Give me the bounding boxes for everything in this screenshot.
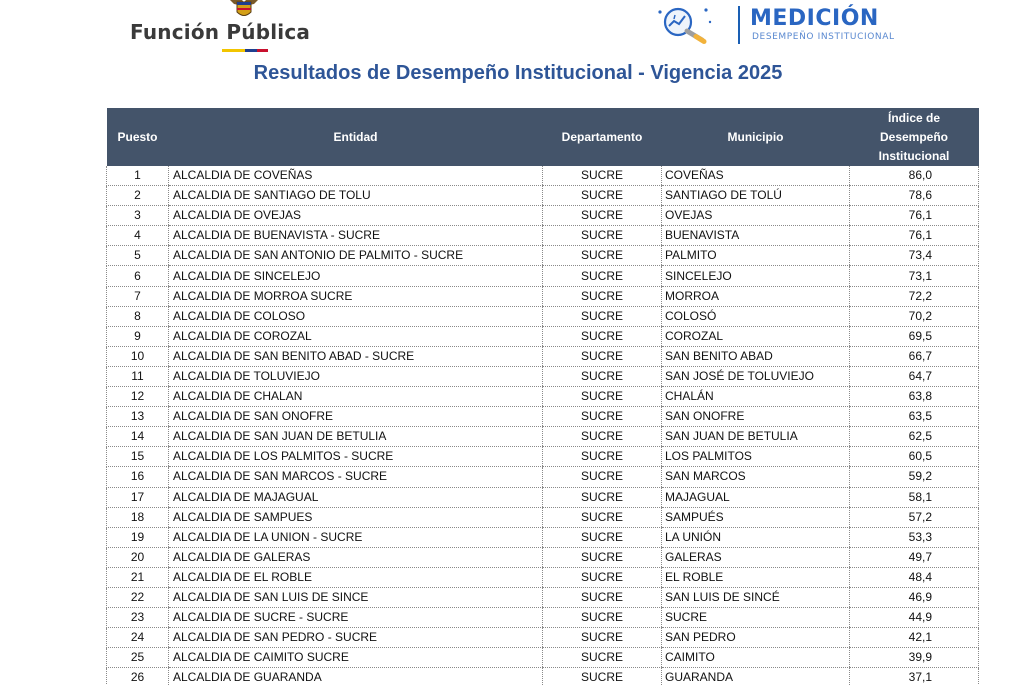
cell-entity: ALCALDIA DE CAIMITO SUCRE xyxy=(169,648,543,668)
cell-municipality: SAN JUAN DE BETULIA xyxy=(662,427,850,447)
cell-municipality: PALMITO xyxy=(662,246,850,266)
cell-department: SUCRE xyxy=(543,226,662,246)
cell-entity: ALCALDIA DE GALERAS xyxy=(169,547,543,567)
cell-department: SUCRE xyxy=(543,326,662,346)
cell-municipality: LA UNIÓN xyxy=(662,527,850,547)
cell-municipality: BUENAVISTA xyxy=(662,226,850,246)
table-row xyxy=(107,427,979,447)
magnifier-chart-icon xyxy=(654,2,718,46)
cell-department: SUCRE xyxy=(543,668,662,685)
cell-entity: ALCALDIA DE COLOSO xyxy=(169,306,543,326)
cell-municipality: SAN PEDRO xyxy=(662,628,850,648)
cell-entity: ALCALDIA DE SUCRE - SUCRE xyxy=(169,608,543,628)
cell-rank: 23 xyxy=(107,608,169,628)
cell-department: SUCRE xyxy=(543,246,662,266)
cell-entity: ALCALDIA DE SAN JUAN DE BETULIA xyxy=(169,427,543,447)
cell-department: SUCRE xyxy=(543,286,662,306)
cell-index: 48,4 xyxy=(850,567,979,587)
column-header-municipality: Municipio xyxy=(662,108,850,166)
cell-rank: 15 xyxy=(107,447,169,467)
cell-entity: ALCALDIA DE SAN ONOFRE xyxy=(169,407,543,427)
table-row xyxy=(107,326,979,346)
cell-department: SUCRE xyxy=(543,387,662,407)
table-row xyxy=(107,608,979,628)
table-row xyxy=(107,487,979,507)
cell-index: 53,3 xyxy=(850,527,979,547)
cell-department: SUCRE xyxy=(543,206,662,226)
table-row xyxy=(107,648,979,668)
cell-department: SUCRE xyxy=(543,427,662,447)
cell-rank: 13 xyxy=(107,407,169,427)
cell-department: SUCRE xyxy=(543,507,662,527)
table-row xyxy=(107,547,979,567)
cell-rank: 1 xyxy=(107,166,169,186)
cell-index: 73,1 xyxy=(850,266,979,286)
cell-index: 42,1 xyxy=(850,628,979,648)
cell-rank: 2 xyxy=(107,186,169,206)
table-row xyxy=(107,186,979,206)
cell-municipality: SAN JOSÉ DE TOLUVIEJO xyxy=(662,366,850,386)
results-table xyxy=(106,108,979,685)
cell-municipality: OVEJAS xyxy=(662,206,850,226)
cell-entity: ALCALDIA DE SAN ANTONIO DE PALMITO - SUCRE xyxy=(169,246,543,266)
cell-index: 46,9 xyxy=(850,587,979,607)
cell-municipality: SAN ONOFRE xyxy=(662,407,850,427)
cell-entity: ALCALDIA DE SAMPUES xyxy=(169,507,543,527)
cell-entity: ALCALDIA DE TOLUVIEJO xyxy=(169,366,543,386)
table-row xyxy=(107,668,979,685)
cell-rank: 16 xyxy=(107,467,169,487)
cell-index: 64,7 xyxy=(850,366,979,386)
table-header xyxy=(107,108,979,166)
table-row xyxy=(107,628,979,648)
cell-municipality: COLOSÓ xyxy=(662,306,850,326)
cell-entity: ALCALDIA DE SAN MARCOS - SUCRE xyxy=(169,467,543,487)
table-body xyxy=(107,166,979,685)
cell-index: 76,1 xyxy=(850,226,979,246)
table-row xyxy=(107,266,979,286)
cell-department: SUCRE xyxy=(543,346,662,366)
cell-entity: ALCALDIA DE MAJAGUAL xyxy=(169,487,543,507)
cell-rank: 18 xyxy=(107,507,169,527)
column-header-entity: Entidad xyxy=(169,108,543,166)
column-header-index-line2: Desempeño xyxy=(879,129,949,144)
cell-rank: 7 xyxy=(107,286,169,306)
cell-index: 73,4 xyxy=(850,246,979,266)
cell-rank: 3 xyxy=(107,206,169,226)
medicion-subtitle: DESEMPEÑO INSTITUCIONAL xyxy=(752,32,895,42)
cell-department: SUCRE xyxy=(543,447,662,467)
cell-rank: 10 xyxy=(107,346,169,366)
cell-municipality: MAJAGUAL xyxy=(662,487,850,507)
medicion-wordmark: MEDICIÓN xyxy=(750,6,879,31)
cell-department: SUCRE xyxy=(543,366,662,386)
cell-municipality: COVEÑAS xyxy=(662,166,850,186)
cell-index: 37,1 xyxy=(850,668,979,685)
cell-entity: ALCALDIA DE SAN PEDRO - SUCRE xyxy=(169,628,543,648)
table-row xyxy=(107,527,979,547)
table-row xyxy=(107,286,979,306)
medicion-logo xyxy=(654,2,954,46)
cell-municipality: SAMPUÉS xyxy=(662,507,850,527)
cell-entity: ALCALDIA DE COROZAL xyxy=(169,326,543,346)
cell-index: 66,7 xyxy=(850,346,979,366)
cell-rank: 8 xyxy=(107,306,169,326)
cell-index: 49,7 xyxy=(850,547,979,567)
cell-entity: ALCALDIA DE SAN LUIS DE SINCE xyxy=(169,587,543,607)
cell-entity: ALCALDIA DE SANTIAGO DE TOLU xyxy=(169,186,543,206)
cell-department: SUCRE xyxy=(543,166,662,186)
cell-entity: ALCALDIA DE LOS PALMITOS - SUCRE xyxy=(169,447,543,467)
cell-rank: 17 xyxy=(107,487,169,507)
cell-rank: 6 xyxy=(107,266,169,286)
funcion-publica-logo xyxy=(128,0,368,52)
cell-index: 63,5 xyxy=(850,407,979,427)
cell-rank: 20 xyxy=(107,547,169,567)
cell-department: SUCRE xyxy=(543,587,662,607)
cell-municipality: SUCRE xyxy=(662,608,850,628)
cell-municipality: SAN LUIS DE SINCÉ xyxy=(662,587,850,607)
cell-index: 78,6 xyxy=(850,186,979,206)
cell-rank: 12 xyxy=(107,387,169,407)
table-row xyxy=(107,447,979,467)
cell-index: 58,1 xyxy=(850,487,979,507)
table-row xyxy=(107,166,979,186)
column-header-index-line3: Institucional xyxy=(878,148,950,163)
cell-index: 72,2 xyxy=(850,286,979,306)
table-row xyxy=(107,206,979,226)
cell-entity: ALCALDIA DE EL ROBLE xyxy=(169,567,543,587)
table-row xyxy=(107,407,979,427)
cell-rank: 25 xyxy=(107,648,169,668)
cell-municipality: SAN MARCOS xyxy=(662,467,850,487)
cell-municipality: CAIMITO xyxy=(662,648,850,668)
cell-department: SUCRE xyxy=(543,467,662,487)
colombia-coat-of-arms-icon xyxy=(224,0,264,18)
funcion-publica-wordmark: Función Pública xyxy=(130,20,311,44)
column-header-rank: Puesto xyxy=(107,108,169,166)
cell-index: 57,2 xyxy=(850,507,979,527)
cell-rank: 22 xyxy=(107,587,169,607)
cell-rank: 14 xyxy=(107,427,169,447)
cell-municipality: SINCELEJO xyxy=(662,266,850,286)
cell-index: 86,0 xyxy=(850,166,979,186)
cell-municipality: EL ROBLE xyxy=(662,567,850,587)
cell-index: 44,9 xyxy=(850,608,979,628)
cell-entity: ALCALDIA DE CHALAN xyxy=(169,387,543,407)
cell-index: 39,9 xyxy=(850,648,979,668)
cell-department: SUCRE xyxy=(543,628,662,648)
cell-rank: 24 xyxy=(107,628,169,648)
cell-department: SUCRE xyxy=(543,407,662,427)
cell-index: 69,5 xyxy=(850,326,979,346)
cell-municipality: SANTIAGO DE TOLÚ xyxy=(662,186,850,206)
cell-rank: 5 xyxy=(107,246,169,266)
cell-department: SUCRE xyxy=(543,487,662,507)
cell-index: 76,1 xyxy=(850,206,979,226)
table-row xyxy=(107,467,979,487)
table-row xyxy=(107,366,979,386)
cell-entity: ALCALDIA DE OVEJAS xyxy=(169,206,543,226)
table-row xyxy=(107,587,979,607)
cell-index: 59,2 xyxy=(850,467,979,487)
cell-rank: 4 xyxy=(107,226,169,246)
cell-rank: 11 xyxy=(107,366,169,386)
cell-entity: ALCALDIA DE COVEÑAS xyxy=(169,166,543,186)
table-row xyxy=(107,387,979,407)
cell-index: 60,5 xyxy=(850,447,979,467)
cell-department: SUCRE xyxy=(543,608,662,628)
cell-department: SUCRE xyxy=(543,266,662,286)
cell-department: SUCRE xyxy=(543,527,662,547)
cell-entity: ALCALDIA DE MORROA SUCRE xyxy=(169,286,543,306)
cell-department: SUCRE xyxy=(543,648,662,668)
cell-municipality: GALERAS xyxy=(662,547,850,567)
cell-department: SUCRE xyxy=(543,186,662,206)
table-row xyxy=(107,507,979,527)
cell-rank: 26 xyxy=(107,668,169,685)
table-row xyxy=(107,567,979,587)
cell-entity: ALCALDIA DE SAN BENITO ABAD - SUCRE xyxy=(169,346,543,366)
table-row xyxy=(107,306,979,326)
cell-index: 70,2 xyxy=(850,306,979,326)
cell-municipality: SAN BENITO ABAD xyxy=(662,346,850,366)
cell-department: SUCRE xyxy=(543,547,662,567)
cell-rank: 19 xyxy=(107,527,169,547)
cell-entity: ALCALDIA DE LA UNION - SUCRE xyxy=(169,527,543,547)
cell-municipality: COROZAL xyxy=(662,326,850,346)
table-row xyxy=(107,346,979,366)
cell-index: 62,5 xyxy=(850,427,979,447)
document-title: Resultados de Desempeño Institucional - Vigencia 2025 xyxy=(253,62,783,84)
colombia-flag-bar xyxy=(222,49,268,52)
cell-municipality: CHALÁN xyxy=(662,387,850,407)
cell-entity: ALCALDIA DE GUARANDA xyxy=(169,668,543,685)
cell-rank: 9 xyxy=(107,326,169,346)
cell-entity: ALCALDIA DE SINCELEJO xyxy=(169,266,543,286)
logo-divider xyxy=(738,6,740,44)
cell-rank: 21 xyxy=(107,567,169,587)
column-header-index xyxy=(850,108,979,166)
cell-municipality: GUARANDA xyxy=(662,668,850,685)
cell-department: SUCRE xyxy=(543,306,662,326)
cell-municipality: LOS PALMITOS xyxy=(662,447,850,467)
cell-department: SUCRE xyxy=(543,567,662,587)
cell-index: 63,8 xyxy=(850,387,979,407)
cell-entity: ALCALDIA DE BUENAVISTA - SUCRE xyxy=(169,226,543,246)
table-row xyxy=(107,246,979,266)
column-header-index-line1: Índice de xyxy=(887,110,940,125)
column-header-department: Departamento xyxy=(543,108,662,166)
table-row xyxy=(107,226,979,246)
cell-municipality: MORROA xyxy=(662,286,850,306)
